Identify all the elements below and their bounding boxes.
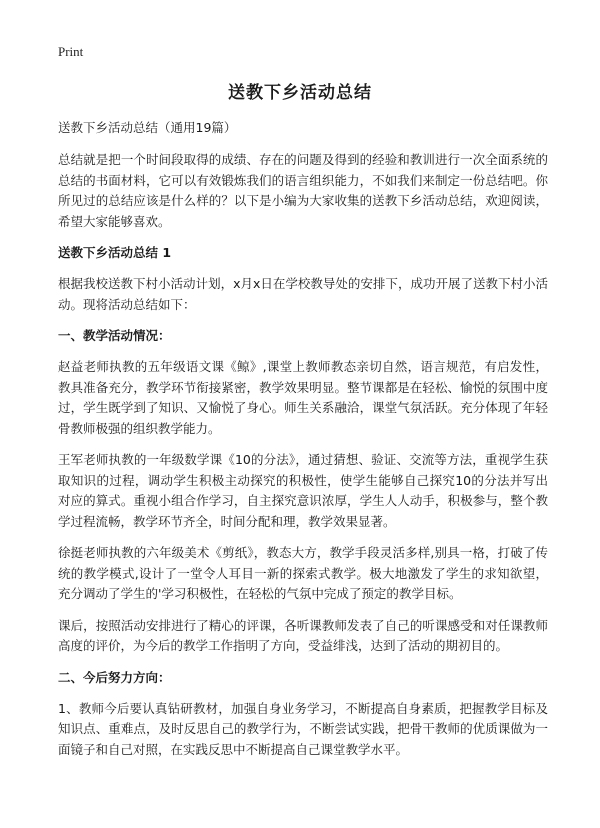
intro-paragraph: 总结就是把一个时间段取得的成绩、存在的问题及得到的经验和教训进行一次全面系统的总结的书面材料，它可以有效锻炼我们的语言组织能力，不如我们来制定一份总结吧。你所见过的总结应该是什么样的？以下是小编为大家收集的送教下乡活动总结，欢迎阅读，希望大家能够喜欢。 — [58, 152, 548, 229]
article-heading: 送教下乡活动总结 1 — [58, 245, 172, 260]
paragraph-direction-1: 1、教师今后要认真钻研教材，加强自身业务学习，不断提高自身素质，把握教学目标及知识点、重难点，及时反思自己的教学行为，不断尝试实践，把骨干教师的优质课做为一面镜子和自己对照，在实践反思中不断提高自己课堂教学水平。 — [58, 700, 548, 757]
paragraph-xu: 徐挺老师执教的六年级美术《剪纸》，教态大方，教学手段灵活多样,别具一格，打破了传统的教学模式,设计了一堂令人耳目一新的探索式教学。极大地激发了学生的求知欲望，充分调动了学生的'学习积极性，在轻松的气氛中完成了预定的教学目标。 — [58, 545, 548, 601]
paragraph-wang: 王军老师执教的一年级数学课《10的分法》，通过猜想、验证、交流等方法，重视学生获取知识的过程，调动学生积极主动探究的积极性，使学生能够自己探究10的分法并写出对应的算式。重视小组合作学习，自主探究意识浓厚，学生人人动手，积极参与，整个教学过程流畅，教学环节齐全，时间分配和理，教学效果显著。 — [58, 452, 548, 529]
paragraph-review: 课后，按照活动安排进行了精心的评课，各听课教师发表了自己的听课感受和对任课教师高度的评价，为今后的教学工作指明了方向，受益绯浅，达到了活动的期初目的。 — [58, 617, 548, 653]
paragraph-zhao: 赵益老师执教的五年级语文课《鲸》,课堂上教师教态亲切自然，语言规范，有启发性，教具准备充分，教学环节衔接紧密，教学效果明显。整节课都是在轻松、愉悦的氛围中度过，学生既学到了知识、又愉悦了身心。师生关系融洽，课堂气氛活跃。充分体现了年轻骨教师极强的组织教学能力。 — [58, 359, 548, 436]
page-title: 送教下乡活动总结 — [228, 83, 372, 103]
section-heading-teaching: 一、教学活动情况： — [58, 328, 171, 343]
paragraph-plan: 根据我校送教下村小活动计划，x月x日在学校教导处的安排下，成功开展了送教下村小活动。现将活动总结如下： — [58, 276, 548, 312]
section-heading-direction: 二、今后努力方向： — [58, 669, 171, 685]
document-body — [58, 118, 548, 771]
document-subtitle: 送教下乡活动总结（通用19篇） — [58, 120, 237, 135]
print-link[interactable]: Print — [58, 44, 84, 59]
